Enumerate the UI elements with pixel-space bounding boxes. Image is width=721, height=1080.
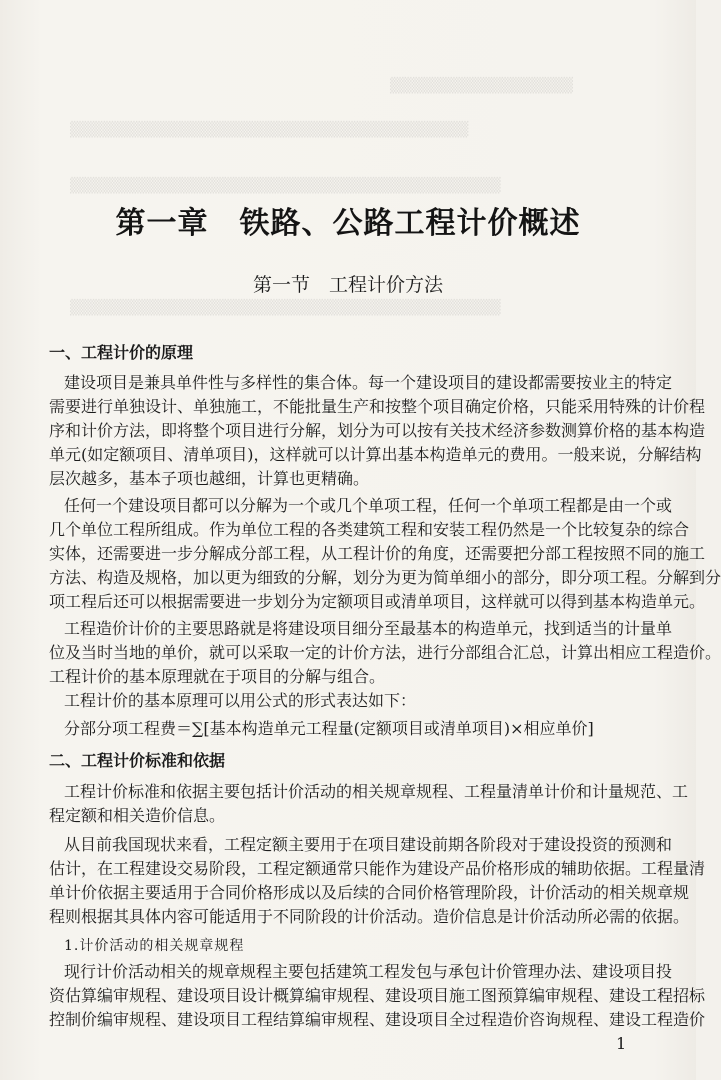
heading-pricing-standards: 二、工程计价标准和依据 bbox=[49, 751, 226, 770]
pricing-formula: 分部分项工程费＝∑[基本构造单元工程量(定额项目或清单项目)×相应单价] bbox=[64, 719, 594, 738]
paragraph-line: 几个单位工程所组成。作为单位工程的各类建筑工程和安装工程仍然是一个比较复杂的综合 bbox=[49, 520, 690, 539]
paragraph-line: 项工程后还可以根据需要进一步划分为定额项目或清单项目，这样就可以得到基本构造单元。 bbox=[49, 592, 706, 611]
paragraph-line: 程则根据其具体内容可能适用于不同阶段的计价活动。造价信息是计价活动所必需的依据。 bbox=[49, 907, 690, 926]
paragraph-line: 层次越多，基本子项也越细，计算也更精确。 bbox=[49, 469, 370, 488]
paragraph-line: 从目前我国现状来看，工程定额主要用于在项目建设前期各阶段对于建设投资的预测和 bbox=[64, 835, 673, 854]
paragraph-line: 方法、构造及规格，加以更为细致的分解，划分为更为简单细小的部分，即分项工程。分解到分 bbox=[49, 568, 721, 587]
show-through-text: ▒▒▒▒▒▒▒▒▒▒▒▒▒▒▒▒▒▒▒▒▒▒▒▒▒▒▒▒▒▒▒▒▒▒▒▒▒ bbox=[70, 122, 469, 138]
paragraph-line: 实体，还需要进一步分解成分部工程，从工程计价的角度，还需要把分部工程按照不同的施工 bbox=[49, 544, 706, 563]
paragraph-line: 任何一个建设项目都可以分解为一个或几个单项工程，任何一个单项工程都是由一个或 bbox=[64, 496, 673, 515]
show-through-text: ▒▒▒▒▒▒▒▒▒▒▒▒▒▒▒▒▒▒▒▒▒▒▒▒▒▒▒▒▒▒▒▒▒▒▒▒▒▒▒▒ bbox=[70, 178, 501, 194]
paragraph-line: 工程计价标准和依据主要包括计价活动的相关规章规程、工程量清单计价和计量规范、工 bbox=[64, 782, 689, 801]
paragraph-line: 现行计价活动相关的规章规程主要包括建筑工程发包与承包计价管理办法、建设项目投 bbox=[64, 962, 673, 981]
chapter-title: 第一章 铁路、公路工程计价概述 bbox=[115, 206, 581, 241]
page-number: 1 bbox=[616, 1034, 627, 1053]
paragraph-line: 单元(如定额项目、清单项目)，这样就可以计算出基本构造单元的费用。一般来说，分解结构 bbox=[49, 445, 702, 464]
paragraph-line: 需要进行单独设计、单独施工，不能批量生产和按整个项目确定价格，只能采用特殊的计价程 bbox=[49, 397, 706, 416]
paragraph-line: 程定额和相关造价信息。 bbox=[49, 806, 226, 825]
paragraph-line: 资估算编审规程、建设项目设计概算编审规程、建设项目施工图预算编审规程、建设工程招标 bbox=[49, 986, 706, 1005]
paragraph-line: 工程造价计价的主要思路就是将建设项目细分至最基本的构造单元，找到适当的计量单 bbox=[64, 619, 673, 638]
show-through-text: ▒▒▒▒▒▒▒▒▒▒▒▒▒▒▒▒▒ bbox=[390, 78, 574, 94]
paragraph-line: 序和计价方法，即将整个项目进行分解，划分为可以按有关技术经济参数测算价格的基本构造 bbox=[49, 421, 706, 440]
paragraph-line: 工程计价的基本原理可以用公式的形式表达如下： bbox=[64, 691, 417, 710]
paragraph-line: 建设项目是兼具单件性与多样性的集合体。每一个建设项目的建设都需要按业主的特定 bbox=[64, 373, 673, 392]
paragraph-line: 工程计价的基本原理就在于项目的分解与组合。 bbox=[49, 667, 386, 686]
show-through-text: ▒▒▒▒▒▒▒▒▒▒▒▒▒▒▒▒▒▒▒▒▒▒▒▒▒▒▒▒▒▒▒▒▒▒▒▒▒▒▒▒ bbox=[70, 300, 501, 316]
paragraph-line: 位及当时当地的单价，就可以采取一定的计价方法，进行分部组合汇总，计算出相应工程造价。 bbox=[49, 643, 721, 662]
paragraph-line: 控制价编审规程、建设项目工程结算编审规程、建设项目全过程造价咨询规程、建设工程造价 bbox=[49, 1010, 706, 1029]
paragraph-line: 估计，在工程建设交易阶段，工程定额通常只能作为建设产品价格形成的辅助依据。工程量清 bbox=[49, 859, 706, 878]
heading-pricing-principle: 一、工程计价的原理 bbox=[49, 343, 194, 362]
paragraph-line: 单计价依据主要适用于合同价格形成以及后续的合同价格管理阶段，计价活动的相关规章规 bbox=[49, 883, 690, 902]
section-title: 第一节 工程计价方法 bbox=[252, 274, 443, 296]
subheading-regulations: 1.计价活动的相关规章规程 bbox=[64, 938, 245, 954]
